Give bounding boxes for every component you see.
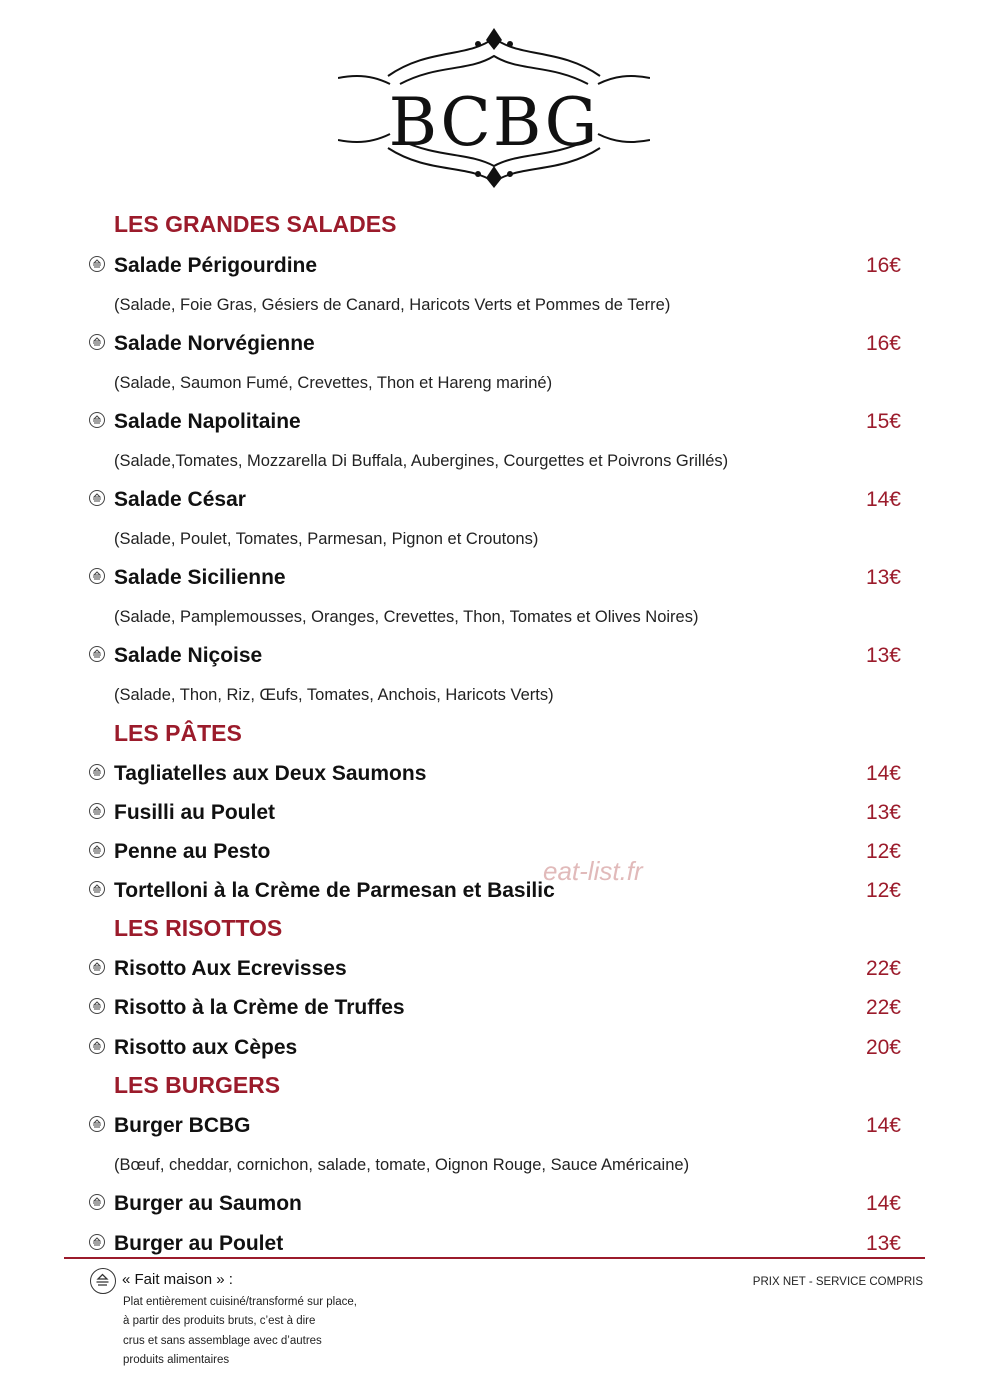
fait-maison-icon [89,646,105,662]
menu-item-price: 14€ [865,1192,901,1215]
menu-item-name: Salade Norvégienne [114,332,315,355]
menu-item-price: 12€ [865,879,901,902]
section-title-pates: LES PÂTES [114,720,242,746]
fait-maison-note: produits alimentaires [123,1354,230,1366]
menu-item-name: Fusilli au Poulet [114,801,276,824]
fait-maison-title: « Fait maison » : [122,1271,233,1288]
fait-maison-icon [89,881,105,897]
fait-maison-icon [89,842,105,858]
fait-maison-icon [89,412,105,428]
section-title-risottos: LES RISOTTOS [114,915,283,941]
menu-item-price: 12€ [865,840,901,863]
fait-maison-icon [89,1116,105,1132]
menu-item-description: (Salade, Saumon Fumé, Crevettes, Thon et Hareng mariné) [114,374,553,392]
bcbg-logo [338,28,650,188]
section-title-salades: LES GRANDES SALADES [114,211,397,237]
menu-item-name: Tagliatelles aux Deux Saumons [114,762,427,785]
menu-item-name: Salade Niçoise [114,644,263,667]
menu-item-price: 13€ [865,644,901,667]
fait-maison-icon [89,1234,105,1250]
fait-maison-icon [89,998,105,1014]
menu-item-price: 16€ [865,254,901,277]
fait-maison-icon [89,334,105,350]
menu-item-name: Risotto à la Crème de Truffes [114,996,405,1019]
menu-item-name: Salade Sicilienne [114,566,286,589]
menu-item-price: 14€ [865,1114,901,1137]
menu-item-price: 14€ [865,762,901,785]
menu-item-price: 16€ [865,332,901,355]
menu-item-price: 13€ [865,801,901,824]
menu-item-name: Penne au Pesto [114,840,271,863]
prix-net-note: PRIX NET - SERVICE COMPRIS [752,1276,923,1288]
fait-maison-note: Plat entièrement cuisiné/transformé sur place, [123,1296,357,1308]
menu-item-name: Salade Périgourdine [114,254,318,277]
menu-item-description: (Salade, Foie Gras, Gésiers de Canard, Haricots Verts et Pommes de Terre) [114,296,671,314]
fait-maison-icon [89,1194,105,1210]
menu-item-price: 22€ [865,957,901,980]
menu-item-name: Tortelloni à la Crème de Parmesan et Basilic [114,879,555,902]
menu-item-name: Burger BCBG [114,1114,251,1137]
fait-maison-icon [89,1038,105,1054]
menu-item-name: Risotto aux Cèpes [114,1036,298,1059]
menu-item-price: 15€ [865,410,901,433]
fait-maison-icon [89,959,105,975]
menu-item-name: Burger au Poulet [114,1232,284,1255]
fait-maison-note: à partir des produits bruts, c’est à dire [123,1315,316,1327]
footer-divider [64,1257,925,1259]
menu-item-description: (Bœuf, cheddar, cornichon, salade, tomate, Oignon Rouge, Sauce Américaine) [114,1156,690,1174]
menu-item-description: (Salade, Poulet, Tomates, Parmesan, Pignon et Croutons) [114,530,539,548]
fait-maison-icon [89,568,105,584]
menu-item-name: Burger au Saumon [114,1192,302,1215]
fait-maison-icon [90,1268,116,1294]
fait-maison-icon [89,256,105,272]
logo-text: BCBG [388,84,600,161]
section-title-burgers: LES BURGERS [114,1072,281,1098]
menu-item-price: 13€ [865,1232,901,1255]
fait-maison-note: crus et sans assemblage avec d’autres [123,1335,322,1347]
menu-item-price: 20€ [865,1036,901,1059]
menu-item-description: (Salade, Thon, Riz, Œufs, Tomates, Anchois, Haricots Verts) [114,686,554,704]
menu-item-name: Salade Napolitaine [114,410,301,433]
menu-item-name: Salade César [114,488,246,511]
menu-item-description: (Salade, Pamplemousses, Oranges, Crevettes, Thon, Tomates et Olives Noires) [114,608,699,626]
watermark: eat-list.fr [543,856,643,886]
menu-item-description: (Salade,Tomates, Mozzarella Di Buffala, Aubergines, Courgettes et Poivrons Grillés) [114,452,729,470]
fait-maison-icon [89,803,105,819]
fait-maison-icon [89,764,105,780]
menu-item-price: 22€ [865,996,901,1019]
menu-item-price: 13€ [865,566,901,589]
fait-maison-icon [89,490,105,506]
menu-item-price: 14€ [865,488,901,511]
menu-item-name: Risotto Aux Ecrevisses [114,957,347,980]
